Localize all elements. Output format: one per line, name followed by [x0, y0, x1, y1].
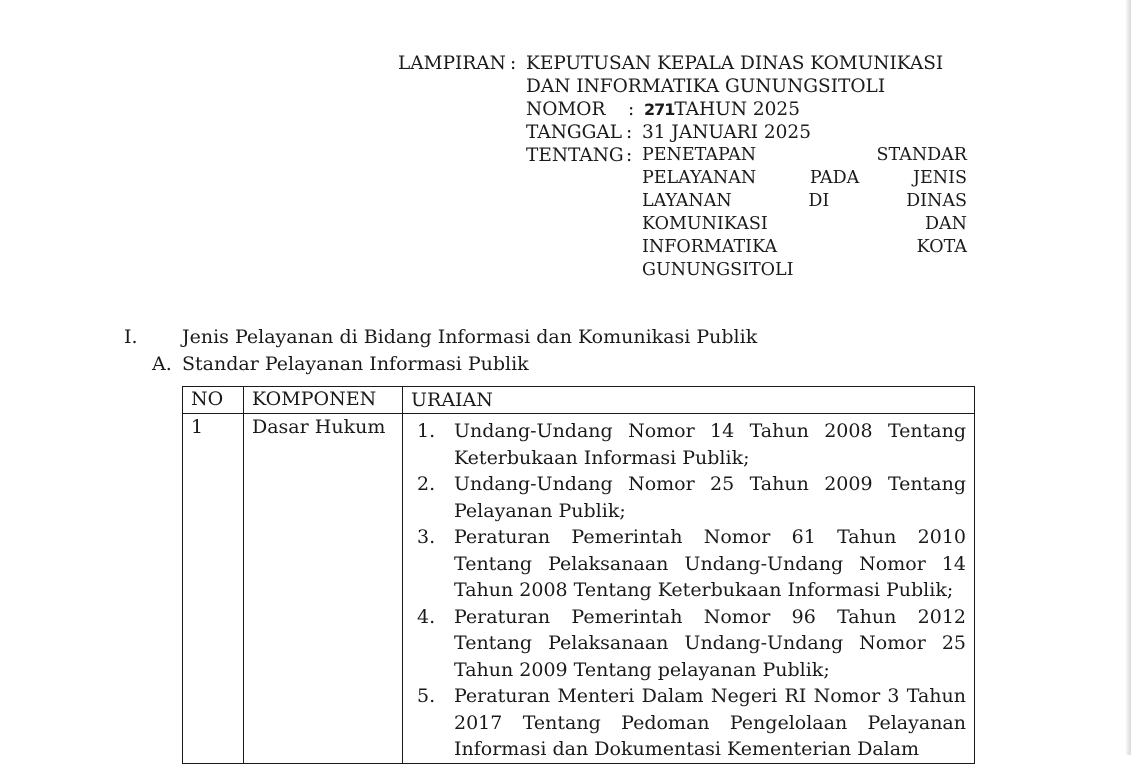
table-row	[183, 414, 975, 764]
tanggal-colon: :	[626, 122, 633, 143]
tentang-word: LAYANAN	[642, 191, 732, 211]
tentang-word: PELAYANAN	[642, 168, 757, 188]
tanggal-row	[398, 121, 978, 144]
list-item-text: Undang-Undang Nomor 14 Tahun 2008 Tentang Keterbukaan Informasi Publik;	[454, 420, 966, 469]
tentang-word: DINAS	[906, 191, 967, 211]
tentang-word: JENIS	[912, 168, 967, 188]
tentang-line	[642, 190, 967, 213]
subsection-title: Standar Pelayanan Informasi Publik	[182, 353, 529, 375]
table-header-row	[183, 387, 975, 414]
tentang-text	[642, 144, 967, 282]
list-item-number: 3.	[417, 526, 436, 548]
nomor-colon: :	[628, 99, 635, 120]
row-komponen: Dasar Hukum	[244, 414, 403, 764]
list-item	[417, 683, 966, 763]
nomor-value: 271	[644, 100, 675, 119]
page-edge-shadow	[1125, 0, 1131, 755]
tentang-word: DI	[808, 191, 830, 211]
list-item-text: Undang-Undang Nomor 25 Tahun 2009 Tentang Pelayanan Publik;	[454, 473, 966, 522]
tentang-word: KOTA	[916, 237, 967, 257]
tentang-line	[642, 167, 967, 190]
section-heading	[124, 324, 757, 350]
list-item	[417, 471, 966, 524]
row-uraian	[403, 414, 975, 764]
header-no: NO	[183, 387, 244, 414]
tentang-row	[398, 144, 978, 282]
list-item-number: 5.	[417, 685, 436, 707]
decree-title-line2: DAN INFORMATIKA GUNUNGSITOLI	[526, 76, 886, 97]
list-item	[417, 418, 966, 471]
header-komponen: KOMPONEN	[244, 387, 403, 414]
nomor-label: NOMOR	[526, 99, 606, 120]
list-item-number: 4.	[417, 605, 436, 628]
row-no: 1	[183, 414, 244, 764]
tentang-line	[642, 144, 967, 167]
tanggal-label: TANGGAL	[526, 122, 623, 143]
list-item-number: 2.	[417, 473, 436, 495]
list-item-text: Peraturan Pemerintah Nomor 61 Tahun 2010 Tentang Pelaksanaan Undang-Undang Nomor 14 Tahun 2008 Tentang Keterbukaan Informasi Publik;	[454, 526, 966, 601]
list-item	[417, 604, 966, 684]
tentang-word: INFORMATIKA	[642, 237, 778, 257]
lampiran-colon: :	[510, 53, 517, 74]
tentang-line	[642, 236, 967, 259]
header-uraian: URAIAN	[403, 387, 975, 414]
subsection-number: A.	[152, 353, 172, 375]
lampiran-row	[398, 52, 978, 75]
tanggal-value: 31 JANUARI 2025	[642, 122, 811, 143]
standard-table	[182, 386, 975, 764]
tentang-word: DAN	[925, 214, 967, 234]
decree-title-row2	[398, 75, 978, 98]
tentang-word: PENETAPAN	[642, 145, 757, 165]
list-item-text: Peraturan Menteri Dalam Negeri RI Nomor 3 Tahun 2017 Tentang Pedoman Pengelolaan Pelayanan Informasi dan Dokumentasi Kementerian Dalam	[454, 685, 966, 760]
list-item-number: 1.	[417, 420, 436, 442]
section-number: I.	[124, 326, 138, 348]
subsection-heading	[152, 351, 529, 377]
tentang-colon: :	[626, 145, 633, 166]
tentang-word: STANDAR	[876, 145, 967, 165]
section-title: Jenis Pelayanan di Bidang Informasi dan Komunikasi Publik	[182, 326, 758, 348]
legal-basis-list	[417, 418, 966, 763]
tentang-word: GUNUNGSITOLI	[642, 260, 794, 280]
tentang-line	[642, 213, 967, 236]
attachment-header	[398, 52, 978, 282]
list-item	[417, 524, 966, 604]
lampiran-label: LAMPIRAN	[398, 53, 506, 74]
decree-title-line1: KEPUTUSAN KEPALA DINAS KOMUNIKASI	[526, 53, 944, 74]
tentang-word: PADA	[809, 168, 860, 188]
tentang-label: TENTANG	[526, 145, 624, 166]
list-item-text: Peraturan Pemerintah Nomor 96 Tahun 2012 Tentang Pelaksanaan Undang-Undang Nomor 25 Tahun 2009 Tentang pelayanan Publik;	[454, 605, 966, 681]
tentang-word: KOMUNIKASI	[642, 214, 768, 234]
tentang-line	[642, 259, 967, 282]
nomor-tahun: TAHUN 2025	[674, 99, 800, 120]
nomor-row	[398, 98, 978, 121]
